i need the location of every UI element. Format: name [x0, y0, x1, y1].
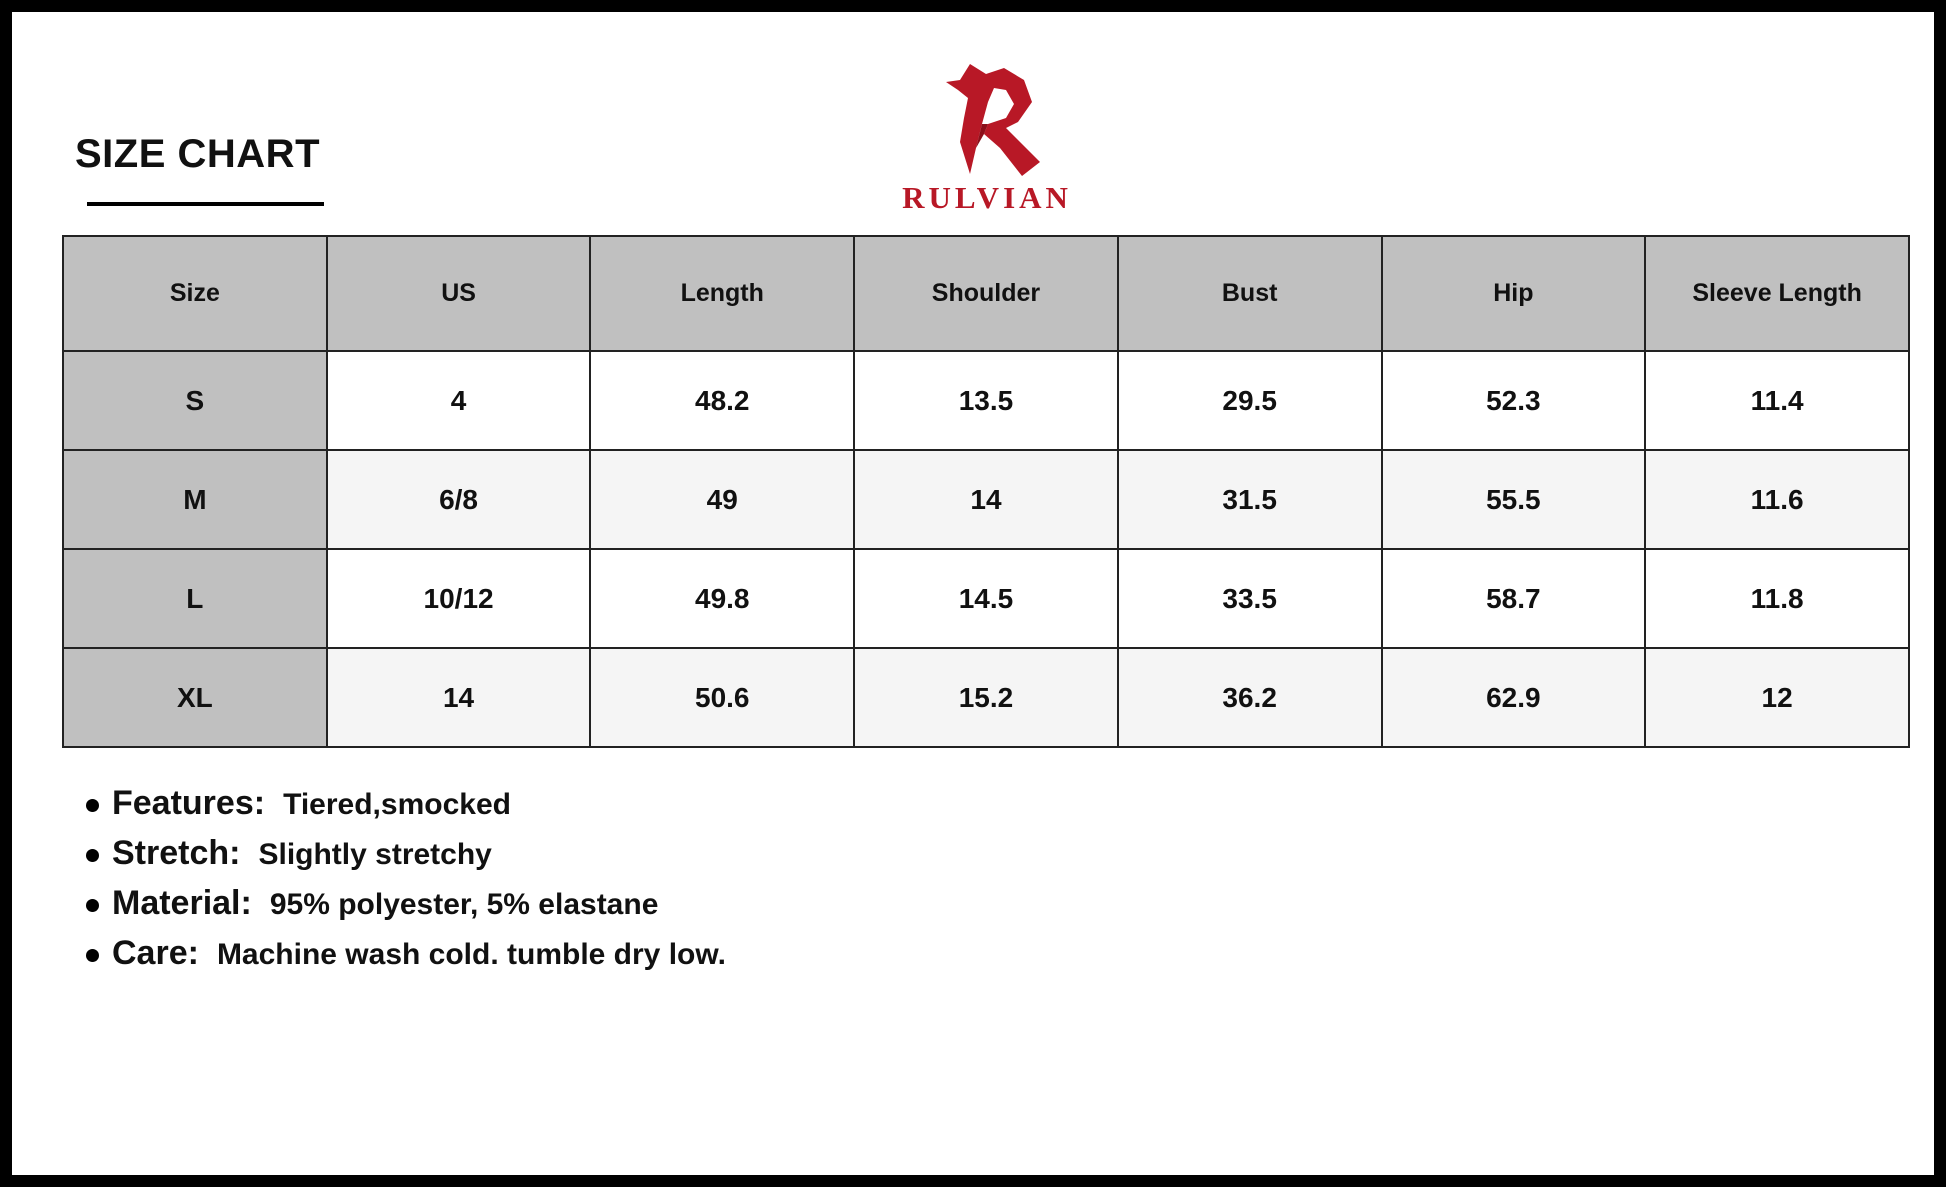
feature-item-material — [84, 884, 726, 934]
feature-item-stretch — [84, 834, 726, 884]
feature-label: Material: — [112, 884, 252, 922]
brand-name: RULVIAN — [902, 180, 1072, 215]
table-cell: 12 — [1645, 648, 1909, 747]
table-cell: 4 — [327, 351, 591, 450]
table-cell: 52.3 — [1382, 351, 1646, 450]
table-cell: 6/8 — [327, 450, 591, 549]
table-row — [63, 549, 1909, 648]
table-cell: 15.2 — [854, 648, 1118, 747]
table-cell: 29.5 — [1118, 351, 1382, 450]
header-size: Size — [63, 236, 327, 351]
table-cell: 14.5 — [854, 549, 1118, 648]
table-cell: 11.4 — [1645, 351, 1909, 450]
feature-label: Features: — [112, 784, 266, 822]
header-hip: Hip — [1382, 236, 1646, 351]
header-us: US — [327, 236, 591, 351]
size-table — [62, 235, 1910, 748]
table-row — [63, 351, 1909, 450]
size-cell: S — [63, 351, 327, 450]
table-cell: 49.8 — [590, 549, 854, 648]
table-cell: 49 — [590, 450, 854, 549]
page-title: SIZE CHART — [75, 132, 320, 176]
header-sleeve-length: Sleeve Length — [1645, 236, 1909, 351]
feature-item-care — [84, 934, 726, 984]
product-features-list — [84, 784, 726, 984]
table-cell: 33.5 — [1118, 549, 1382, 648]
header-shoulder: Shoulder — [854, 236, 1118, 351]
brand-logo — [882, 62, 1092, 222]
rulvian-r-logo-icon — [942, 62, 1042, 180]
table-header-row — [63, 236, 1909, 351]
table-cell: 48.2 — [590, 351, 854, 450]
table-cell: 55.5 — [1382, 450, 1646, 549]
table-cell: 50.6 — [590, 648, 854, 747]
feature-label: Care: — [112, 934, 199, 972]
table-cell: 62.9 — [1382, 648, 1646, 747]
table-row — [63, 450, 1909, 549]
table-cell: 11.6 — [1645, 450, 1909, 549]
table-cell: 31.5 — [1118, 450, 1382, 549]
feature-item-features — [84, 784, 726, 834]
table-cell: 14 — [327, 648, 591, 747]
table-cell: 14 — [854, 450, 1118, 549]
size-cell: XL — [63, 648, 327, 747]
table-cell: 11.8 — [1645, 549, 1909, 648]
title-underline — [87, 202, 324, 206]
feature-label: Stretch: — [112, 834, 241, 872]
feature-value: Slightly stretchy — [258, 838, 492, 871]
header-length: Length — [590, 236, 854, 351]
table-cell: 10/12 — [327, 549, 591, 648]
feature-value: 95% polyester, 5% elastane — [269, 888, 659, 921]
size-cell: L — [63, 549, 327, 648]
feature-value: Tiered,smocked — [283, 788, 511, 821]
table-row — [63, 648, 1909, 747]
table-cell: 13.5 — [854, 351, 1118, 450]
feature-value: Machine wash cold. tumble dry low. — [216, 938, 726, 971]
size-cell: M — [63, 450, 327, 549]
table-cell: 36.2 — [1118, 648, 1382, 747]
table-cell: 58.7 — [1382, 549, 1646, 648]
header-bust: Bust — [1118, 236, 1382, 351]
